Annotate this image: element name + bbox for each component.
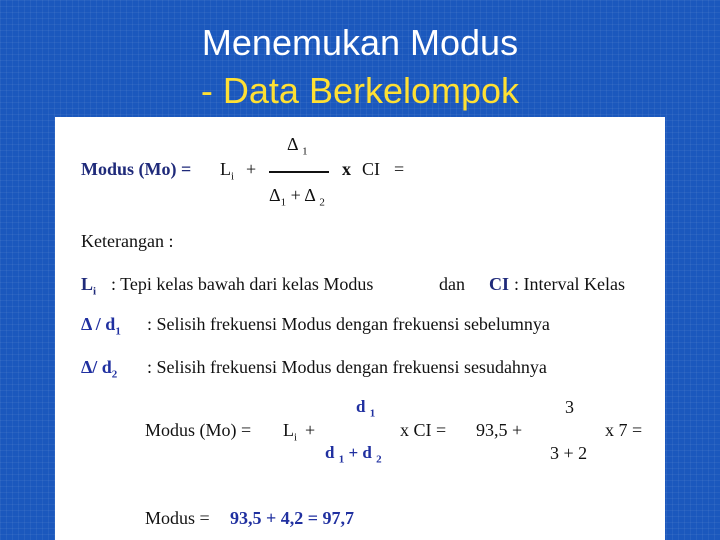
slide-title: Menemukan Modus [201, 22, 519, 63]
legend-dan: dan [439, 274, 465, 294]
content-panel [55, 117, 665, 540]
legend-d2-text: : Selisih frekuensi Modus dengan frekuensi sesudahnya [147, 357, 547, 377]
example-plus: + [305, 420, 316, 440]
formula-fraction-bar [269, 171, 329, 173]
result-expression: 93,5 + 4,2 = 97,7 [230, 508, 355, 528]
legend-d1-text: : Selisih frekuensi Modus dengan frekuensi sebelumnya [147, 314, 550, 334]
legend-d2-label: Δ/ $d_2$ [81, 357, 118, 381]
result-label: Modus = [145, 508, 210, 528]
example-denominator-value: 3 + 2 [550, 443, 588, 463]
legend-ci-text: : Interval Kelas [514, 274, 625, 294]
example-li: $L_i$ [283, 420, 298, 444]
formula-times: x [342, 159, 351, 179]
legend-li-label: $L_i$ [81, 274, 97, 298]
formula-plus: + [246, 159, 257, 179]
keterangan-heading: Keterangan : [81, 231, 174, 251]
legend-li-text: : Tepi kelas bawah dari kelas Modus [111, 274, 374, 294]
example-lhs: Modus (Mo) = [145, 420, 252, 440]
example-numerator: d $_1$ [356, 397, 376, 420]
formula-denominator: $\Delta_1 + \Delta$ $_2$ [269, 185, 325, 209]
example-denominator: d $_1$ + d $_2$ [325, 443, 382, 466]
formula-equals: = [394, 159, 405, 179]
example-times-value: x 7 = [605, 420, 643, 440]
legend-d1-label: Δ / $d_1$ [81, 314, 121, 338]
formula-li: $L_i$ [220, 159, 235, 183]
example-li-value: 93,5 + [476, 420, 523, 440]
formula-numerator: Δ $_1$ [287, 134, 308, 158]
legend-ci-label: CI [489, 274, 510, 294]
formula-lhs: Modus (Mo) = [81, 159, 192, 179]
formula-ci: CI [362, 159, 380, 179]
example-times-ci: x CI = [400, 420, 447, 440]
slide-subtitle: - Data Berkelompok [200, 70, 520, 111]
example-numerator-value: 3 [565, 397, 574, 417]
